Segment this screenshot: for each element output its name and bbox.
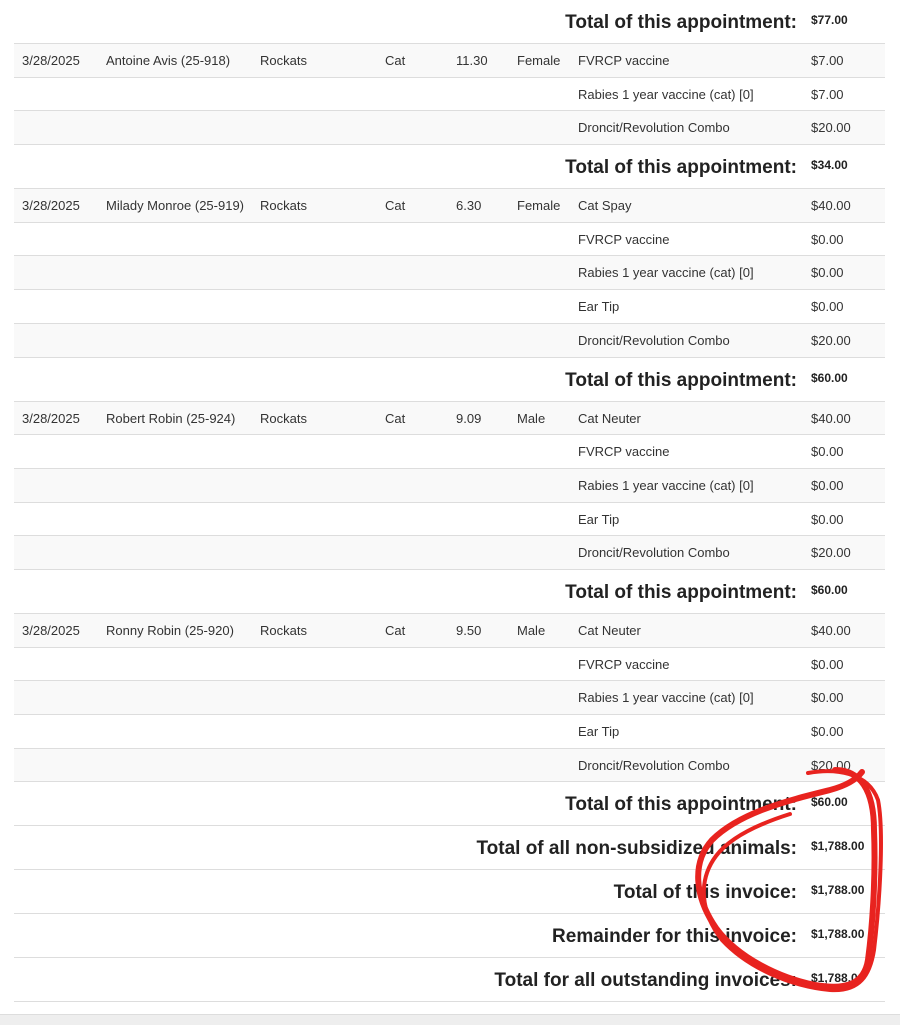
- service-row: [14, 324, 885, 358]
- service-amount: $20.00: [811, 332, 851, 348]
- service-name: Rabies 1 year vaccine (cat) [0]: [578, 690, 754, 706]
- bottom-bar: [0, 1014, 900, 1025]
- appointment-row: [14, 44, 885, 78]
- appointment-total-row: [14, 570, 885, 614]
- appointment-list: [14, 44, 885, 826]
- species: Cat: [385, 410, 406, 426]
- sex: Male: [517, 410, 546, 426]
- service-amount: $0.00: [811, 265, 844, 281]
- service-row: [14, 715, 885, 749]
- service-name: Rabies 1 year vaccine (cat) [0]: [578, 477, 754, 493]
- appointment-total-label: Total of this appointment:: [565, 369, 797, 391]
- service-amount: $0.00: [811, 656, 844, 672]
- summary-amount: $1,788.00: [811, 883, 865, 898]
- organization: Rockats: [260, 622, 307, 638]
- appointment-row: [14, 189, 885, 223]
- species: Cat: [385, 53, 406, 68]
- appointment-total-amount: $77.00: [811, 13, 848, 27]
- service-amount: $0.00: [811, 511, 844, 527]
- animal-name: Ronny Robin (25-920): [106, 622, 234, 638]
- service-name: Droncit/Revolution Combo: [578, 757, 730, 773]
- service-name: FVRCP vaccine: [578, 656, 670, 672]
- service-name: Cat Neuter: [578, 622, 641, 638]
- summary-amount: $1,788.00: [811, 971, 865, 986]
- summary-row: [14, 958, 885, 1002]
- appointment-total-label: Total of this appointment:: [565, 794, 797, 816]
- service-row: [14, 223, 885, 257]
- appointment-row: [14, 614, 885, 648]
- summary-label: Total of this invoice:: [613, 882, 797, 904]
- invoice-table: [14, 0, 885, 1002]
- sex: Male: [517, 622, 546, 638]
- weight: 9.50: [456, 622, 482, 638]
- service-name: Droncit/Revolution Combo: [578, 120, 730, 136]
- service-row: [14, 469, 885, 503]
- animal-name: Antoine Avis (25-918): [106, 53, 231, 68]
- service-name: Cat Spay: [578, 198, 632, 214]
- service-amount: $20.00: [811, 545, 851, 561]
- weight: 9.09: [456, 410, 482, 426]
- service-row: [14, 681, 885, 715]
- weight: 11.30: [456, 53, 488, 68]
- service-row: [14, 648, 885, 682]
- service-name: FVRCP vaccine: [578, 53, 670, 68]
- service-row: [14, 749, 885, 783]
- service-amount: $40.00: [811, 622, 851, 638]
- service-amount: $0.00: [811, 444, 844, 460]
- service-amount: $0.00: [811, 299, 844, 315]
- service-row: [14, 111, 885, 145]
- appointment-date: 3/28/2025: [22, 198, 80, 214]
- appointment-total-label: Total of this appointment:: [565, 157, 797, 179]
- appointment-date: 3/28/2025: [22, 53, 80, 68]
- service-amount: $0.00: [811, 231, 844, 247]
- summary-label: Remainder for this invoice:: [552, 926, 797, 948]
- animal-name: Robert Robin (25-924): [106, 410, 236, 426]
- appointment-total-amount: $60.00: [811, 795, 848, 810]
- service-row: [14, 256, 885, 290]
- service-name: Rabies 1 year vaccine (cat) [0]: [578, 265, 754, 281]
- summary-amount: $1,788.00: [811, 839, 865, 854]
- service-name: Ear Tip: [578, 511, 620, 527]
- service-amount: $40.00: [811, 198, 851, 214]
- service-name: Cat Neuter: [578, 410, 641, 426]
- service-name: Rabies 1 year vaccine (cat) [0]: [578, 86, 754, 102]
- service-name: Droncit/Revolution Combo: [578, 332, 730, 348]
- sex: Female: [517, 198, 561, 214]
- service-name: Droncit/Revolution Combo: [578, 545, 730, 561]
- summary-row: [14, 826, 885, 870]
- appointment-total-row: [14, 145, 885, 189]
- summary-label: Total of all non-subsidized animals:: [476, 838, 797, 860]
- service-name: FVRCP vaccine: [578, 444, 670, 460]
- species: Cat: [385, 622, 406, 638]
- service-amount: $7.00: [811, 53, 844, 68]
- service-row: [14, 290, 885, 324]
- appointment-date: 3/28/2025: [22, 622, 80, 638]
- service-amount: $7.00: [811, 86, 844, 102]
- service-amount: $0.00: [811, 477, 844, 493]
- service-amount: $0.00: [811, 724, 844, 739]
- sex: Female: [517, 53, 561, 68]
- appointment-total-amount: $60.00: [811, 370, 848, 385]
- service-row: [14, 78, 885, 112]
- summary-amount: $1,788.00: [811, 927, 865, 942]
- organization: Rockats: [260, 198, 307, 214]
- service-row: [14, 536, 885, 570]
- service-amount: $20.00: [811, 757, 851, 773]
- invoice-summary: [14, 826, 885, 1002]
- service-amount: $40.00: [811, 410, 851, 426]
- species: Cat: [385, 198, 406, 214]
- weight: 6.30: [456, 198, 482, 214]
- appointment-total-row: [14, 358, 885, 402]
- organization: Rockats: [260, 53, 307, 68]
- service-name: Ear Tip: [578, 299, 620, 315]
- appointment-total-label: Total of this appointment:: [565, 12, 797, 33]
- appointment-total-row: [14, 782, 885, 826]
- service-amount: $0.00: [811, 690, 844, 706]
- summary-row: [14, 870, 885, 914]
- service-name: Ear Tip: [578, 724, 620, 739]
- appointment-date: 3/28/2025: [22, 410, 80, 426]
- organization: Rockats: [260, 410, 307, 426]
- animal-name: Milady Monroe (25-919): [106, 198, 245, 214]
- appointment-total-label: Total of this appointment:: [565, 581, 797, 603]
- summary-row: [14, 914, 885, 958]
- service-row: [14, 435, 885, 469]
- service-amount: $20.00: [811, 120, 851, 136]
- appointment-total-amount: $34.00: [811, 158, 848, 173]
- appointment-row: [14, 402, 885, 436]
- appointment-total-row: [14, 0, 885, 44]
- service-row: [14, 503, 885, 537]
- service-name: FVRCP vaccine: [578, 231, 670, 247]
- summary-label: Total for all outstanding invoices:: [494, 970, 797, 992]
- appointment-total-amount: $60.00: [811, 582, 848, 597]
